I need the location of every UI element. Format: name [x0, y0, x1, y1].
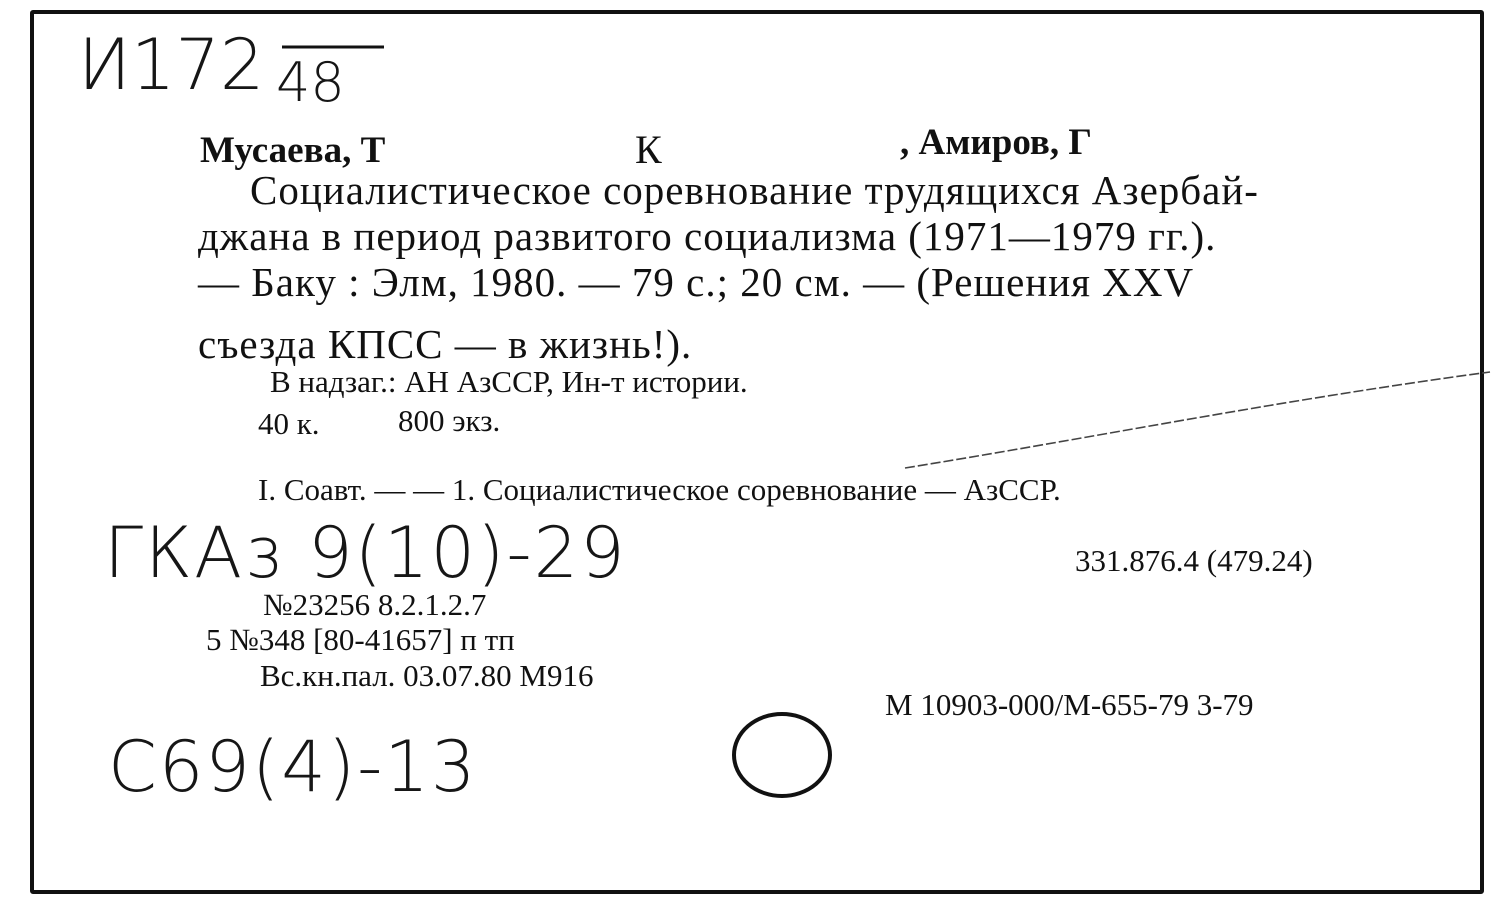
classification-handwritten: ГКАз 9(10)-29: [104, 512, 627, 594]
shelfmark-fraction: 48: [276, 51, 345, 114]
title-line-1: Социалистическое соревнование трудящихся Азербай-: [250, 167, 1259, 213]
series-line: съезда КПСС — в жизнь!).: [198, 321, 693, 367]
scan-scratch-line: [905, 372, 1490, 468]
title-line-2: джана в период развитого социализма (1971—1979 гг.).: [198, 213, 1217, 259]
imprint-line: — Баку : Элм, 1980. — 79 с.; 20 см. — (Решения XXV: [198, 259, 1195, 305]
shelfmark-top: И172: [78, 24, 265, 106]
header-note: В надзаг.: АН АзССР, Ин-т истории.: [270, 364, 748, 399]
author-second: К: [635, 127, 662, 172]
price: 40 к.: [258, 406, 320, 441]
tracings: I. Соавт. — — 1. Социалистическое соревнование — АзССР.: [258, 472, 1061, 507]
order-number: 5 №348 [80-41657] п тп: [206, 622, 515, 657]
classification-bottom-handwritten: С69(4)-13: [108, 726, 478, 808]
copies: 800 экз.: [398, 403, 501, 438]
author-third: , Амиров, Г: [900, 122, 1092, 163]
circle-mark: [734, 714, 830, 796]
book-chamber-record: Вс.кн.пал. 03.07.80 М916: [260, 658, 594, 693]
index-code: М 10903-000/М-655-79 3-79: [885, 687, 1254, 722]
registration-number: №23256 8.2.1.2.7: [263, 587, 487, 622]
udc-number: 331.876.4 (479.24): [1075, 543, 1313, 578]
author-first: Мусаева, Т: [200, 130, 386, 171]
